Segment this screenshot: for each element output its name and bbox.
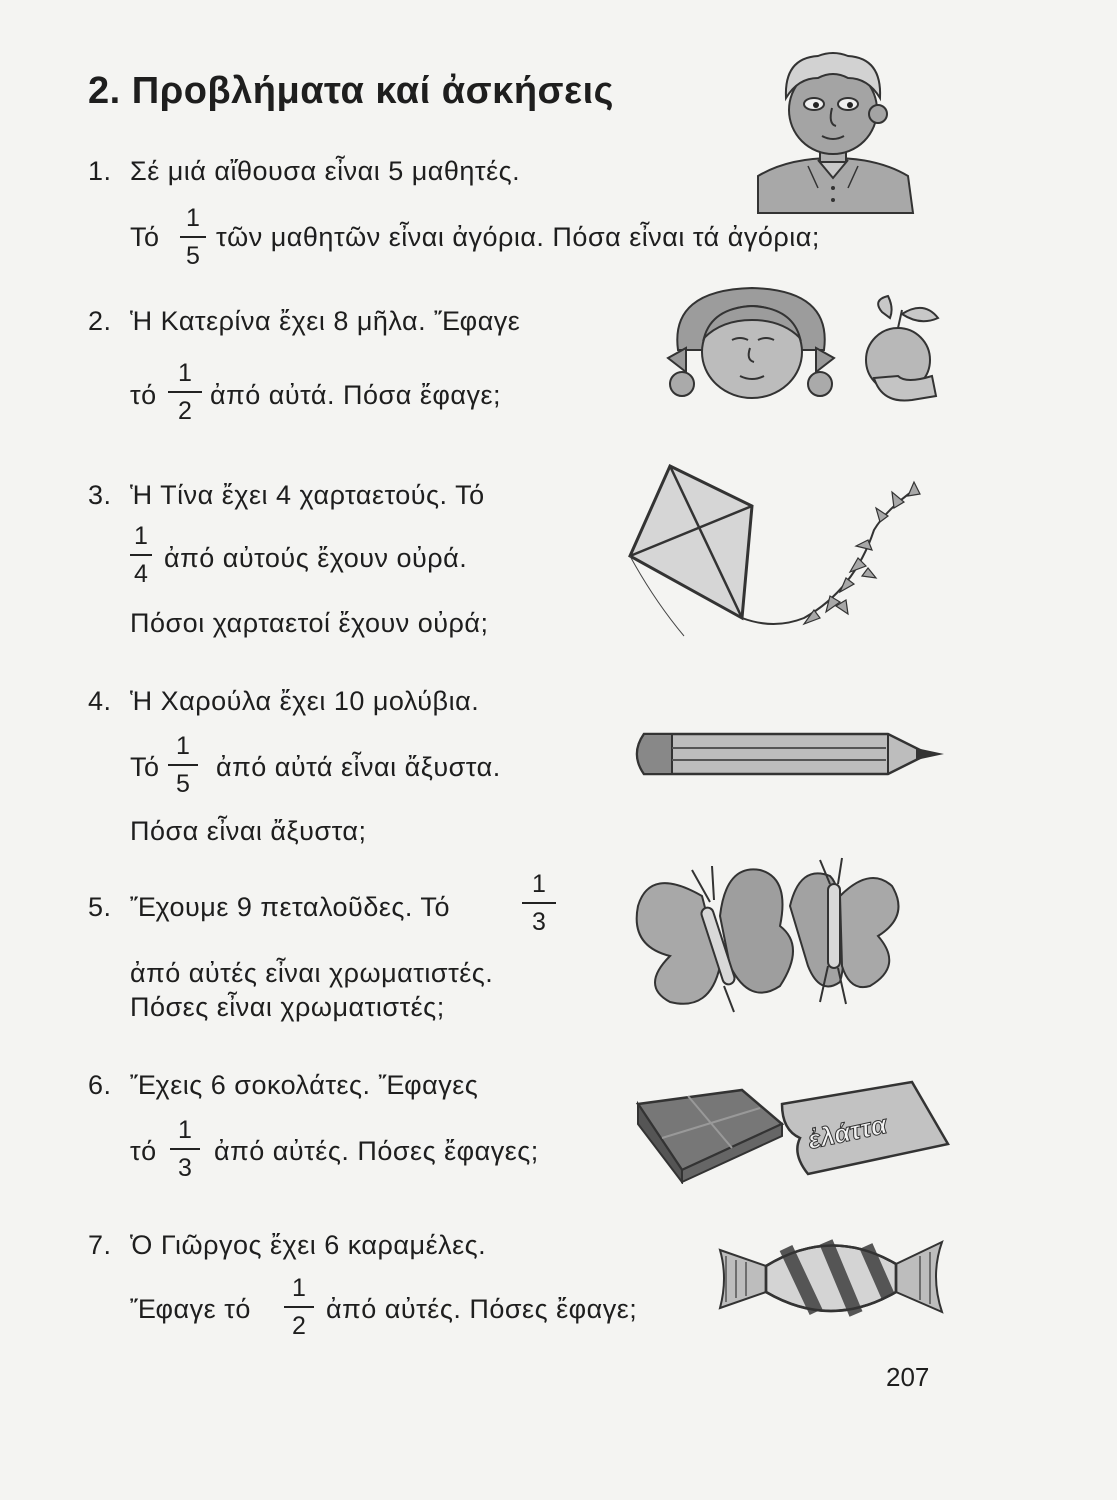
problem-4-post: ἀπό αὐτά εἶναι ἄξυστα. [216,752,501,782]
problem-5-text: Ἔχουμε 9 πεταλοῦδες. Τό [130,892,450,922]
problem-1-post: τῶν μαθητῶν εἶναι ἀγόρια. Πόσα εἶναι τά ἀγόρια; [216,222,820,252]
problem-7-pre: Ἔφαγε τό [130,1294,251,1324]
problem-7-line-1 [88,1230,486,1261]
girl-with-apple-illustration [662,280,942,408]
problem-5-line-3: Πόσες εἶναι χρωματιστές; [130,992,445,1022]
problem-6-pre: τό [130,1136,157,1166]
problem-1-text: Σέ μιά αἴθουσα εἶναι 5 μαθητές. [130,156,521,186]
problem-3-post: ἀπό αὐτούς ἔχουν οὐρά. [164,543,468,573]
problem-5-line-1 [88,892,450,923]
problem-2-text: Ἡ Κατερίνα ἔχει 8 μῆλα. Ἔφαγε [130,306,521,336]
problem-6-line-1 [88,1070,478,1101]
problem-3-fraction [130,524,152,587]
fraction-numerator: 1 [176,732,190,760]
problem-5-line-2: ἀπό αὐτές εἶναι χρωματιστές. [130,958,494,988]
problem-2-number: 2. [88,306,112,336]
problem-4-line-1 [88,686,479,717]
problem-6-text: Ἔχεις 6 σοκολάτες. Ἔφαγες [130,1070,479,1100]
fraction-numerator: 1 [532,870,546,898]
chocolate-wrapper-label: ἐλάττα [805,1109,890,1156]
fraction-denominator: 3 [178,1154,192,1182]
candy-illustration [716,1226,946,1326]
problem-6-number: 6. [88,1070,112,1100]
problem-6-fraction [170,1118,200,1181]
pencil-illustration [628,730,948,780]
fraction-denominator: 2 [178,397,192,425]
problem-4-fraction [168,734,198,797]
problem-2-pre: τό [130,380,157,410]
fraction-denominator: 4 [134,560,148,588]
fraction-numerator: 1 [292,1274,306,1302]
problem-2-post: ἀπό αὐτά. Πόσα ἔφαγε; [210,380,502,410]
kite-illustration [624,460,944,640]
problem-7-text: Ὁ Γιῶργος ἔχει 6 καραμέλες. [130,1230,487,1260]
problem-3-line-1 [88,480,485,511]
problem-3-line-3: Πόσοι χαρταετοί ἔχουν οὐρά; [130,608,489,638]
problem-3-number: 3. [88,480,112,510]
fraction-numerator: 1 [186,204,200,232]
problem-3-text: Ἡ Τίνα ἔχει 4 χαρταετούς. Τό [130,480,485,510]
boy-illustration [748,48,918,218]
chocolate-illustration [632,1074,952,1184]
fraction-numerator: 1 [178,1116,192,1144]
problem-5-fraction [522,872,556,935]
problem-6-post: ἀπό αὐτές. Πόσες ἔφαγες; [214,1136,539,1166]
fraction-denominator: 5 [176,770,190,798]
fraction-numerator: 1 [178,359,192,387]
problem-2-fraction [168,361,202,424]
problem-4-number: 4. [88,686,112,716]
fraction-denominator: 5 [186,242,200,270]
problem-5-number: 5. [88,892,112,922]
fraction-denominator: 2 [292,1312,306,1340]
problem-7-fraction [284,1276,314,1339]
problem-4-line-3: Πόσα εἶναι ἄξυστα; [130,816,367,846]
fraction-denominator: 3 [532,908,546,936]
problem-4-text: Ἡ Χαρούλα ἔχει 10 μολύβια. [130,686,480,716]
page-number: 207 [886,1362,930,1392]
butterflies-illustration [630,856,910,1016]
problem-1-fraction [180,206,206,269]
problem-4-pre: Τό [130,752,160,782]
problem-1-number: 1. [88,156,112,186]
page-title: 2. Προβλήματα καί ἀσκήσεις [88,70,614,112]
problem-1-pre: Τό [130,222,160,252]
problem-7-post: ἀπό αὐτές. Πόσες ἔφαγε; [326,1294,638,1324]
problem-7-number: 7. [88,1230,112,1260]
problem-2-line-1 [88,306,520,337]
fraction-numerator: 1 [134,522,148,550]
problem-1-line-1 [88,156,520,187]
